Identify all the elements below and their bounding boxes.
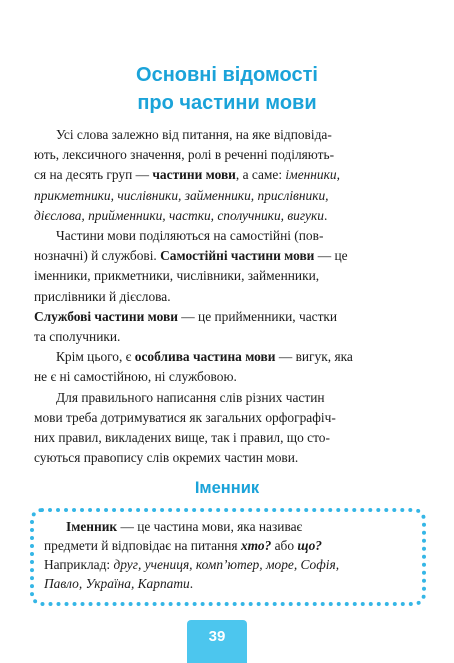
text-line: не є ні самостійною, ні службовою. <box>34 369 237 385</box>
section-subtitle: Іменник <box>194 479 260 497</box>
text-line: нозначні) й службові. <box>34 248 161 264</box>
page-number: 39 <box>208 628 226 645</box>
paragraph-service-parts <box>34 307 422 347</box>
text-line: ся на десять груп — <box>34 167 153 183</box>
text-line: Для правильного написання слів різних частин <box>56 389 325 405</box>
text-line: або <box>271 538 298 553</box>
text-line: ють, лексичного значення, ролі в реченні поділяють- <box>34 147 335 163</box>
italic-term: дієслова, прийменники, частки, сполучники, вигуки <box>34 207 324 223</box>
text-line: суються правопису слів окремих частин мови. <box>34 450 299 466</box>
italic-term: прикметники, числівники, займенники, прислівники, <box>34 187 329 203</box>
main-text <box>34 125 422 468</box>
question-word <box>297 538 322 553</box>
text-line: , а саме: <box>235 167 286 183</box>
page-title-line-2: про частини мови <box>137 92 317 114</box>
definition-text <box>44 517 412 593</box>
bold-term: Службові частини мови <box>34 308 178 324</box>
text-line: предмети й відповідає на питання <box>44 538 241 553</box>
bold-term: частини мови <box>152 167 236 183</box>
text-line: Усі слова залежно від питання, на яке відповіда- <box>56 127 332 142</box>
text-line: — вигук, яка <box>275 349 353 365</box>
text-line: — це <box>314 248 348 264</box>
italic-term: що? <box>297 538 322 553</box>
text-line: Крім цього, є <box>56 349 135 365</box>
italic-term: хто? <box>240 538 272 553</box>
text-line: — це частина мови, яка називає <box>117 519 303 534</box>
example-words: Павло, Україна, Карпати <box>44 576 190 591</box>
paragraph-intro <box>34 125 422 226</box>
example-words: друг, учениця, комп’ютер, море, Софія, <box>113 557 340 572</box>
italic-term: іменники, <box>285 167 340 183</box>
text-line: прислівники й дієслова. <box>34 288 171 304</box>
question-word <box>241 538 271 553</box>
text-line: мови треба дотримуватися як загальних орфографіч- <box>34 409 336 425</box>
text-line: іменники, прикметники, числівники, займенники, <box>34 268 320 284</box>
bold-term: Самостійні частини мови <box>160 248 315 264</box>
text-line: . <box>323 207 328 223</box>
bold-term: Іменник <box>66 519 118 534</box>
text-line: Частини мови поділяються на самостійні (пов- <box>56 228 324 244</box>
text-line: та сполучники. <box>34 329 121 345</box>
text-line: . <box>189 576 194 591</box>
paragraph-interjection <box>34 347 422 387</box>
paragraph-spelling <box>34 388 422 469</box>
text-line: — це прийменники, частки <box>177 308 338 324</box>
bold-term: особлива частина мови <box>134 349 276 365</box>
text-line: Наприклад: <box>44 557 114 572</box>
page-title <box>0 61 454 117</box>
text-line: них правил, викладених вище, так і правил, що сто- <box>34 430 330 446</box>
definition-box <box>30 508 426 606</box>
page-number-tab <box>187 620 247 663</box>
page-title-line-1: Основні відомості <box>136 64 318 86</box>
paragraph-division <box>34 226 422 307</box>
